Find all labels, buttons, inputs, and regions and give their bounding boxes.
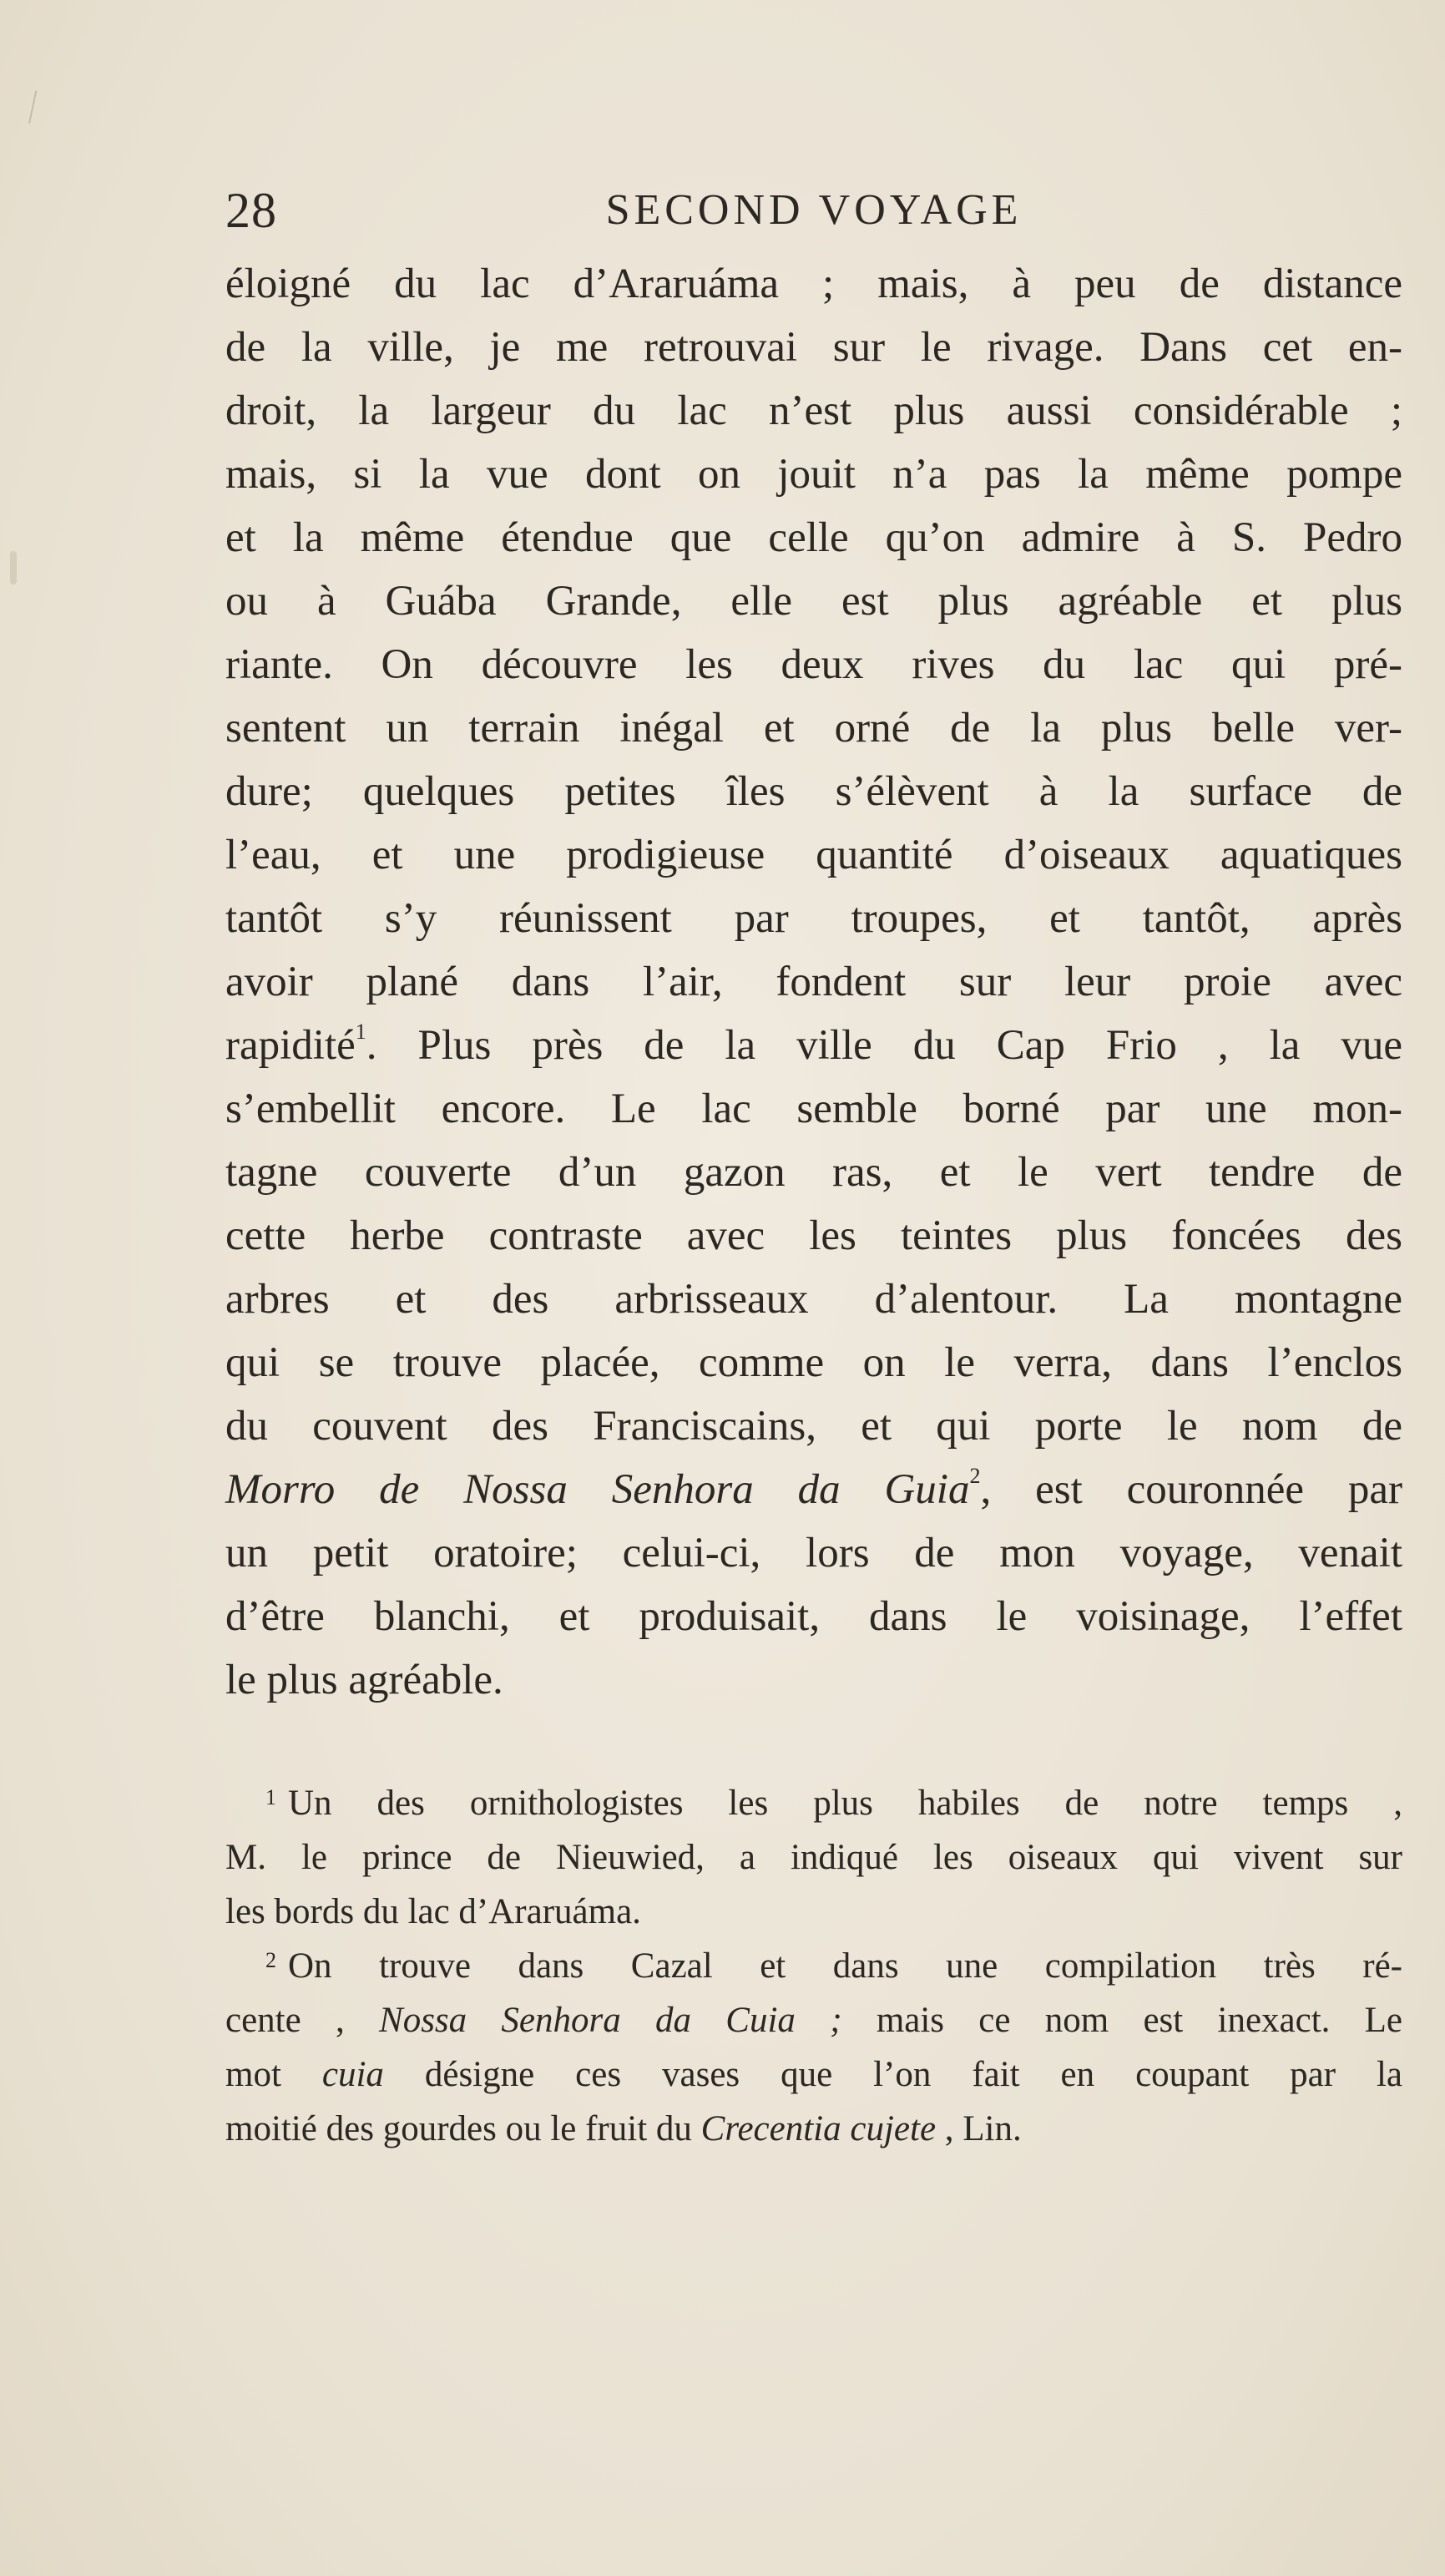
text-line: du couvent des Franciscains, et qui porte le nom de — [225, 1403, 1402, 1450]
italic-text: Crecentia cujete — [700, 2109, 937, 2148]
italic-text: cuia — [321, 2055, 384, 2094]
text-run: , Lin. — [944, 2109, 1022, 2148]
text-line: l’eau, et une prodigieuse quantité d’oiseaux aquatiques — [225, 832, 1402, 878]
footnote-2-line — [225, 2047, 1402, 2102]
footnote-marker-1: 1 — [265, 1785, 276, 1809]
margin-pencil-mark — [28, 90, 52, 126]
footnote-reference-2[interactable]: 2 — [969, 1464, 981, 1488]
text-run: . Plus près de la ville du Cap Frio , la vue — [366, 1022, 1402, 1069]
footnote-reference-1[interactable]: 1 — [355, 1020, 366, 1044]
italic-place-name: Morro de Nossa Senhora da Guia — [225, 1466, 970, 1513]
text-line: sentent un terrain inégal et orné de la plus belle ver- — [225, 705, 1402, 752]
text-line: mais, si la vue dont on jouit n’a pas la même pompe — [225, 451, 1402, 498]
text-line: cette herbe contraste avec les teintes plus foncées des — [225, 1212, 1402, 1259]
text-run: On trouve dans Cazal et dans une compilation très ré- — [288, 1946, 1402, 1986]
text-line: droit, la largeur du lac n’est plus aussi considérable ; — [225, 387, 1402, 434]
footnotes — [225, 1776, 1402, 2156]
footnote-marker-2: 2 — [265, 1948, 276, 1972]
footnote-2-line — [225, 1993, 1402, 2047]
page-number: 28 — [225, 183, 277, 238]
text-run: cente , — [225, 2001, 345, 2040]
text-line — [225, 1014, 1402, 1077]
text-line: dure; quelques petites îles s’élèvent à la surface de — [225, 768, 1402, 815]
footnote-2-line — [225, 2102, 1402, 2156]
main-text — [225, 252, 1402, 1712]
text-line: s’embellit encore. Le lac semble borné par une mon- — [225, 1086, 1402, 1132]
text-line: le plus agréable. — [225, 1657, 503, 1703]
footnote-1-line — [225, 1776, 1402, 1830]
italic-text: Nossa Senhora da Cuia ; — [379, 2001, 842, 2040]
text-line: d’être blanchi, et produisait, dans le voisinage, l’effet — [225, 1593, 1402, 1640]
text-run: mais ce nom est inexact. Le — [876, 2001, 1403, 2040]
text-line: tantôt s’y réunissent par troupes, et tantôt, après — [225, 895, 1402, 942]
text-line: riante. On découvre les deux rives du lac qui pré- — [225, 641, 1402, 688]
text-line: et la même étendue que celle qu’on admire à S. Pedro — [225, 514, 1402, 561]
text-run: rapidité — [225, 1022, 356, 1069]
text-line: de la ville, je me retrouvai sur le rivage. Dans cet en- — [225, 324, 1402, 371]
text-line: éloigné du lac d’Araruáma ; mais, à peu de distance — [225, 261, 1402, 307]
text-line — [225, 1458, 1402, 1521]
text-run: mot — [225, 2055, 281, 2094]
text-line: ou à Guába Grande, elle est plus agréable et plus — [225, 578, 1402, 625]
footnote-2-line — [225, 1939, 1402, 1993]
text-line: arbres et des arbrisseaux d’alentour. La montagne — [225, 1276, 1402, 1323]
text-run: désigne ces vases que l’on fait en coupant par la — [424, 2055, 1403, 2094]
footnote-1-line: M. le prince de Nieuwied, a indiqué les oiseaux qui vivent sur — [225, 1838, 1402, 1877]
text-line: un petit oratoire; celui-ci, lors de mon voyage, venait — [225, 1530, 1402, 1576]
footnote-1-line: les bords du lac d’Araruáma. — [225, 1892, 641, 1931]
page-header — [225, 177, 1402, 244]
running-head: SECOND VOYAGE — [605, 186, 1023, 234]
text-line: avoir plané dans l’air, fondent sur leur proie avec — [225, 959, 1402, 1005]
paper-smudge — [10, 551, 17, 585]
text-run: moitié des gourdes ou le fruit du — [225, 2109, 692, 2148]
text-run: , est couronnée par — [980, 1466, 1402, 1513]
text-line: tagne couverte d’un gazon ras, et le vert tendre de — [225, 1149, 1402, 1196]
text-line: qui se trouve placée, comme on le verra, dans l’enclos — [225, 1339, 1402, 1386]
text-run: Un des ornithologistes les plus habiles de notre temps , — [288, 1784, 1402, 1823]
